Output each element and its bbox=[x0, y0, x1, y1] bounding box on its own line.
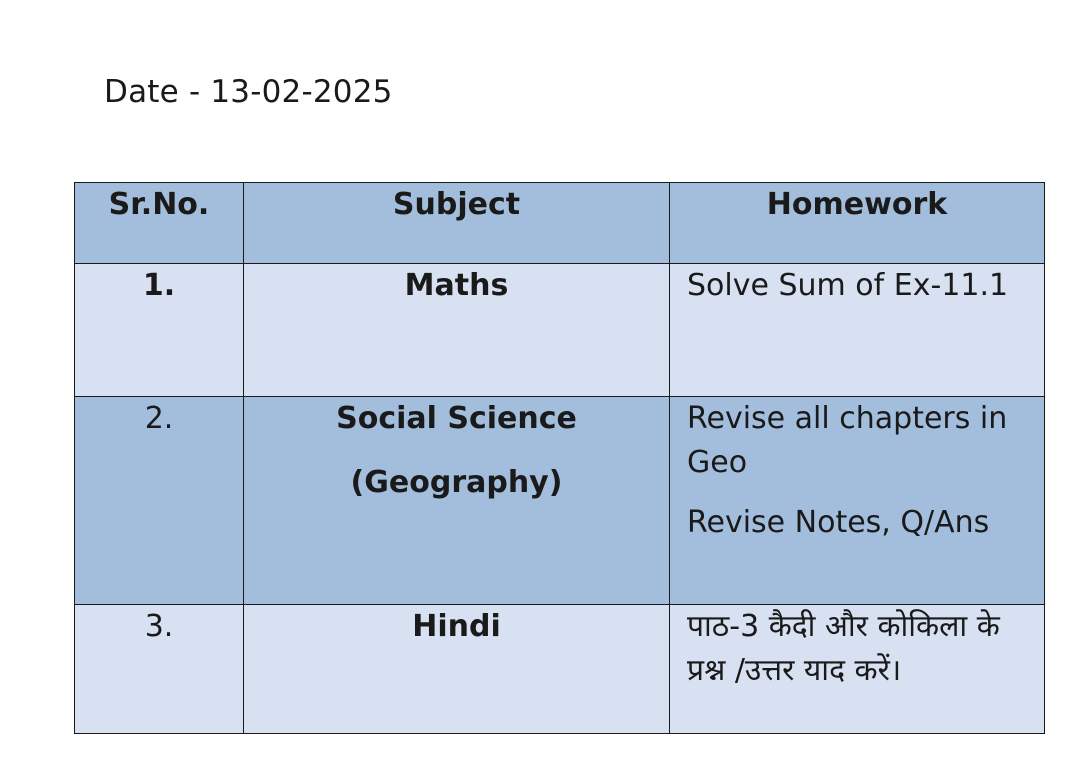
header-homework: Homework bbox=[670, 183, 1045, 264]
homework-line: Revise all chapters in Geo bbox=[687, 401, 1008, 480]
homework-line: पाठ-3 कैदी और कोकिला के प्रश्न /उत्तर याद करें। bbox=[687, 609, 1000, 688]
row-subject-sub: (Geography) bbox=[350, 465, 563, 500]
header-sr-no: Sr.No. bbox=[75, 183, 244, 264]
row-homework bbox=[670, 397, 1045, 605]
row-subject: Maths bbox=[244, 264, 670, 397]
row-subject: Social Science (Geography) bbox=[244, 397, 670, 605]
homework-table bbox=[74, 182, 1045, 734]
homework-line: Revise Notes, Q/Ans bbox=[687, 505, 990, 540]
table-row bbox=[75, 264, 1045, 397]
row-sr-no: 2. bbox=[75, 397, 244, 605]
row-sr-no: 1. bbox=[75, 264, 244, 397]
row-sr-no: 3. bbox=[75, 605, 244, 734]
table-header-row bbox=[75, 183, 1045, 264]
date-text: Date - 13-02-2025 bbox=[104, 74, 393, 110]
header-subject: Subject bbox=[244, 183, 670, 264]
table-row bbox=[75, 397, 1045, 605]
table-row bbox=[75, 605, 1045, 734]
row-homework bbox=[670, 264, 1045, 397]
row-homework bbox=[670, 605, 1045, 734]
homework-line: Solve Sum of Ex-11.1 bbox=[687, 268, 1009, 303]
row-subject: Hindi bbox=[244, 605, 670, 734]
